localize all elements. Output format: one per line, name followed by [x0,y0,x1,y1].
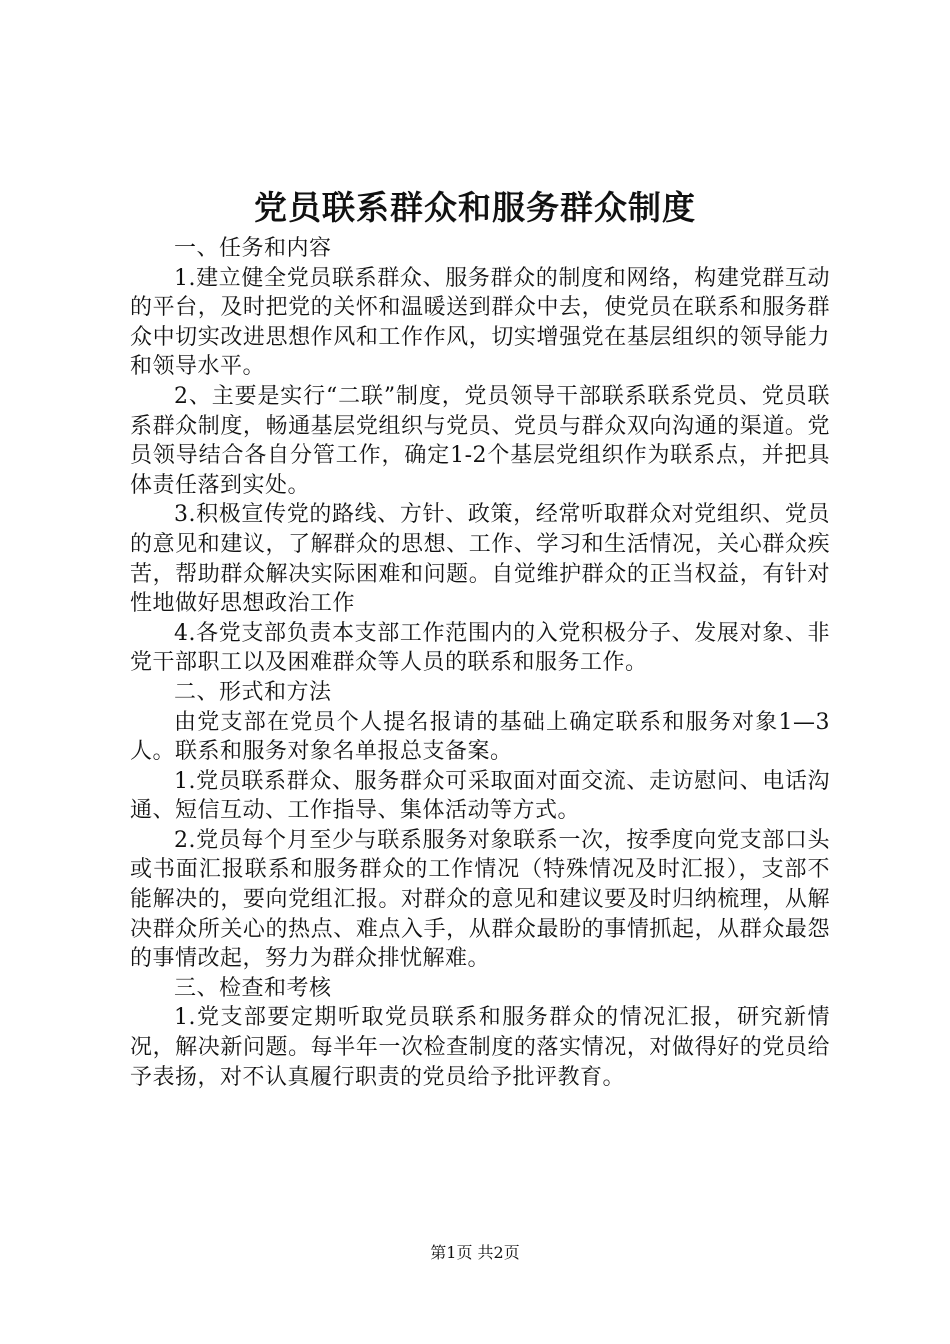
section-heading: 三、检查和考核 [174,975,332,1001]
document-body [130,234,830,1092]
paragraph: 由党支部在党员个人提名报请的基础上确定联系和服务对象1—3人。联系和服务对象名单报总支备案。 [130,709,830,765]
section-heading: 二、形式和方法 [174,679,332,705]
paragraph: 1.建立健全党员联系群众、服务群众的制度和网络，构建党群互动的平台，及时把党的关怀和温暖送到群众中去，使党员在联系和服务群众中切实改进思想作风和工作作风，切实增强党在基层组织的领导能力和领导水平。 [130,265,830,380]
page-number: 第1页 [430,1243,473,1262]
paragraph: 3.积极宣传党的路线、方针、政策，经常听取群众对党组织、党员的意见和建议，了解群众的思想、工作、学习和生活情况，关心群众疾苦，帮助群众解决实际困难和问题。自觉维护群众的正当权益，有针对性地做好思想政治工作 [130,502,830,617]
paragraph: 2、主要是实行“二联”制度，党员领导干部联系联系党员、党员联系群众制度，畅通基层党组织与党员、党员与群众双向沟通的渠道。党员领导结合各自分管工作，确定1-2个基层党组织作为联系点，并把具体责任落到实处。 [130,383,830,498]
document-title: 党员联系群众和服务群众制度 [254,188,696,227]
paragraph: 1.党支部要定期听取党员联系和服务群众的情况汇报，研究新情况，解决新问题。每半年一次检查制度的落实情况，对做得好的党员给予表扬，对不认真履行职责的党员给予批评教育。 [130,1005,830,1090]
section-heading: 一、任务和内容 [174,236,332,261]
page-total: 共2页 [477,1243,520,1262]
paragraph: 2.党员每个月至少与联系服务对象联系一次，按季度向党支部口头或书面汇报联系和服务群众的工作情况（特殊情况及时汇报），支部不能解决的，要向党组汇报。对群众的意见和建议要及时归纳梳理，从解决群众所关心的热点、难点入手，从群众最盼的事情抓起，从群众最怨的事情改起，努力为群众排忧解难。 [130,827,830,972]
paragraph: 4.各党支部负责本支部工作范围内的入党积极分子、发展对象、非党干部职工以及困难群众等人员的联系和服务工作。 [130,620,830,676]
paragraph: 1.党员联系群众、服务群众可采取面对面交流、走访慰问、电话沟通、短信互动、工作指导、集体活动等方式。 [130,768,830,824]
page-footer [0,1243,950,1263]
